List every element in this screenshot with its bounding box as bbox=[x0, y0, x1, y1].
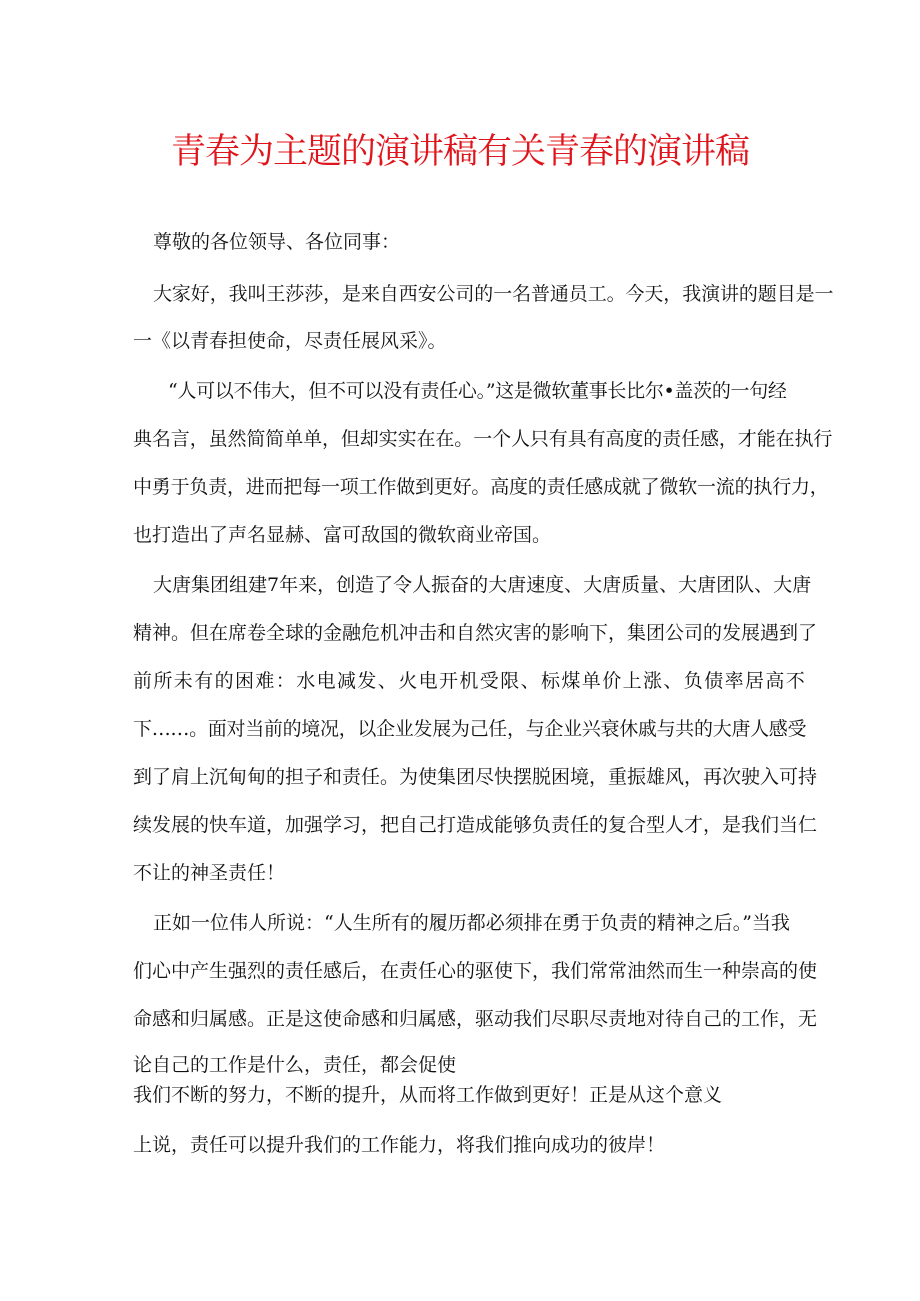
document-title: 青春为主题的演讲稿有关青春的演讲稿 bbox=[170, 132, 749, 172]
paragraph-line: 前所未有的困难：水电减发、火电开机受限、标煤单价上涨、负债率居高不 bbox=[133, 670, 807, 692]
paragraph-line: 中勇于负责，进而把每一项工作做到更好。高度的责任感成就了微软一流的执行力， bbox=[133, 476, 829, 498]
paragraph-line: 论自己的工作是什么，责任，都会促使 bbox=[133, 1054, 457, 1076]
salutation-line: 尊敬的各位领导、各位同事： bbox=[153, 231, 401, 253]
paragraph-line: 续发展的快车道，加强学习，把自己打造成能够负责任的复合型人才，是我们当仁 bbox=[133, 814, 818, 836]
paragraph-line: 正如一位伟人所说：“人生所有的履历都必须排在勇于负责的精神之后。”当我 bbox=[153, 912, 790, 934]
paragraph-line: 我们不断的努力，不断的提升，从而将工作做到更好！正是从这个意义 bbox=[133, 1084, 723, 1106]
paragraph-line: 们心中产生强烈的责任感后，在责任心的驱使下，我们常常油然而生一种崇高的使 bbox=[133, 960, 818, 982]
paragraph-line: 下……。面对当前的境况，以企业发展为己任，与企业兴衰休戚与共的大唐人感受 bbox=[133, 718, 807, 740]
paragraph-line: “人可以不伟大，但不可以没有责任心。”这是微软董事长比尔•盖茨的一句经 bbox=[168, 380, 787, 402]
paragraph-line: 大家好，我叫王莎莎，是来自西安公司的一名普通员工。今天，我演讲的题目是一 bbox=[153, 283, 834, 305]
paragraph-line: 命感和归属感。正是这使命感和归属感，驱动我们尽职尽责地对待自己的工作，无 bbox=[133, 1008, 818, 1030]
paragraph-line: 大唐集团组建7年来，创造了令人振奋的大唐速度、大唐质量、大唐团队、大唐 bbox=[153, 574, 812, 596]
paragraph-line: 到了肩上沉甸甸的担子和责任。为使集团尽快摆脱困境，重振雄风，再次驶入可持 bbox=[133, 766, 818, 788]
paragraph-line: 精神。但在席卷全球的金融危机冲击和自然灾害的影响下，集团公司的发展遇到了 bbox=[133, 622, 818, 644]
paragraph-line: 上说，责任可以提升我们的工作能力，将我们推向成功的彼岸！ bbox=[133, 1134, 666, 1156]
paragraph-line: 不让的神圣责任！ bbox=[133, 862, 286, 884]
paragraph-line: 一《以青春担使命，尽责任展风采》。 bbox=[133, 330, 447, 352]
paragraph-line: 典名言，虽然简简单单，但却实实在在。一个人只有具有高度的责任感，才能在执行 bbox=[133, 428, 833, 450]
paragraph-line: 也打造出了声名显赫、富可敌国的微软商业帝国。 bbox=[133, 524, 552, 546]
